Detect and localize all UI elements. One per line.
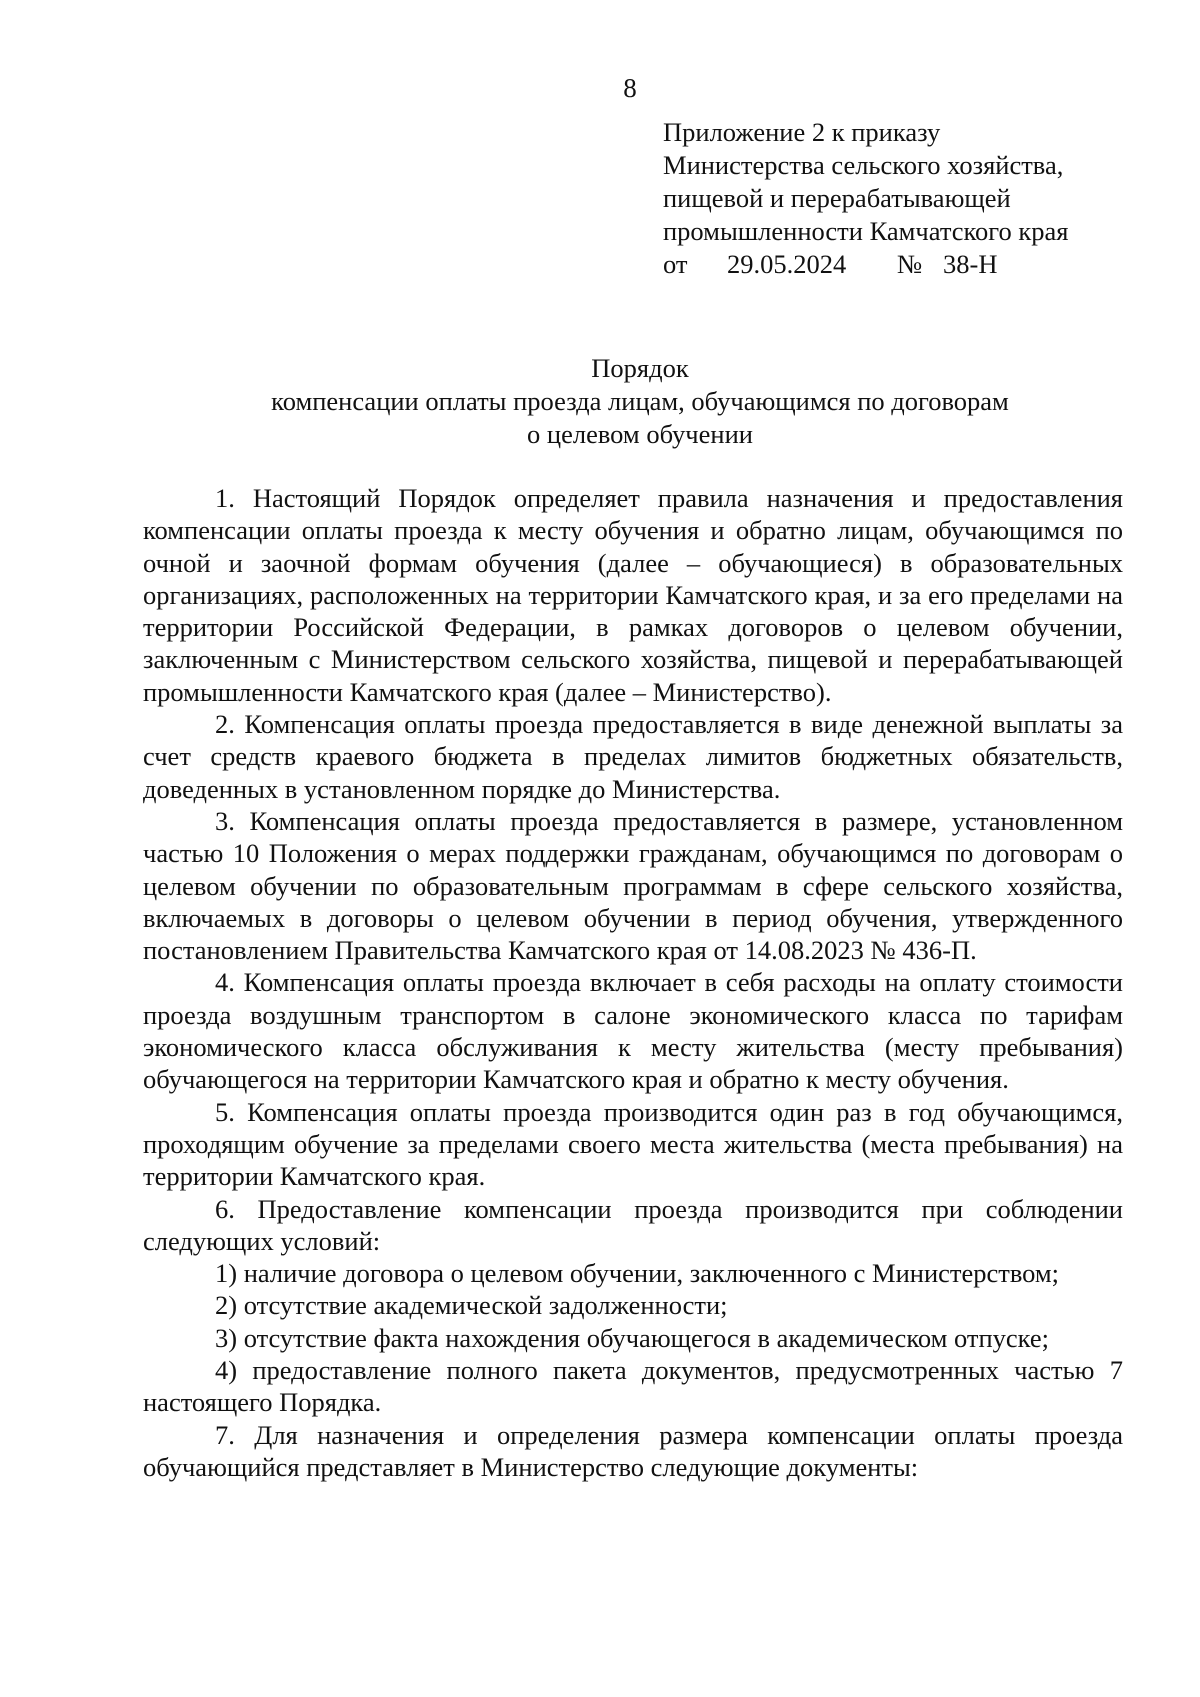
order-date-number: [663, 248, 1183, 281]
appendix-line: Министерства сельского хозяйства,: [663, 150, 1064, 180]
title-line: Порядок: [591, 353, 689, 383]
order-number: 38-Н: [943, 249, 998, 279]
document-title: [140, 352, 1140, 451]
paragraph: 7. Для назначения и определения размера компенсации оплаты проезда обучающийся представляет в Министерство следующие документы:: [143, 1419, 1123, 1482]
paragraph: 6. Предоставление компенсации проезда производится при соблюдении следующих условий:: [143, 1193, 1123, 1256]
page-number: 8: [623, 73, 637, 103]
list-item: 2) отсутствие академической задолженности;: [215, 1290, 728, 1321]
paragraph: 3. Компенсация оплаты проезда предоставляется в размере, установленном частью 10 Положения о мерах поддержки гражданам, обучающимся по договорам о целевом обучении по образовательным программам в сфере сельского хозяйства, включаемых в договоры о целевом обучении в период обучения, утвержденного постановлением Правительства Камчатского края от 14.08.2023 № 436-П.: [143, 805, 1123, 966]
paragraph: 2. Компенсация оплаты проезда предоставляется в виде денежной выплаты за счет средств краевого бюджета в пределах лимитов бюджетных обязательств, доведенных в установленном порядке до Министерства.: [143, 709, 1123, 804]
appendix-line: Приложение 2 к приказу: [663, 117, 941, 147]
order-date: 29.05.2024: [727, 249, 847, 279]
appendix-header: [663, 116, 1183, 281]
title-line: о целевом обучении: [527, 419, 753, 449]
paragraph: 1. Настоящий Порядок определяет правила назначения и предоставления компенсации оплаты проезда к месту обучения и обратно лицам, обучающимся по очной и заочной формам обучения (далее – обучающиеся) в образовательных организациях, расположенных на территории Камчатского края, и за его пределами на территории Российской Федерации, в рамках договоров о целевом обучении, заключенным с Министерством сельского хозяйства, пищевой и перерабатывающей промышленности Камчатского края (далее – Министерство).: [143, 483, 1123, 707]
document-body: [143, 482, 1123, 1483]
paragraph: 4. Компенсация оплаты проезда включает в себя расходы на оплату стоимости проезда воздушным транспортом в салоне экономического класса по тарифам экономического класса обслуживания к месту жительства (месту пребывания) обучающегося на территории Камчатского края и обратно к месту обучения.: [143, 967, 1123, 1095]
order-prefix: от: [663, 249, 688, 279]
title-line: компенсации оплаты проезда лицам, обучающимся по договорам: [271, 386, 1009, 416]
appendix-line: пищевой и перерабатывающей: [663, 183, 1011, 213]
paragraph: 5. Компенсация оплаты проезда производится один раз в год обучающимся, проходящим обучение за пределами своего места жительства (места пребывания) на территории Камчатского края.: [143, 1096, 1123, 1192]
list-item: 1) наличие договора о целевом обучении, заключенного с Министерством;: [215, 1258, 1060, 1289]
list-item: 4) предоставление полного пакета документов, предусмотренных частью 7 настоящего Порядка.: [143, 1355, 1123, 1418]
list-item: 3) отсутствие факта нахождения обучающегося в академическом отпуске;: [215, 1322, 1049, 1353]
order-number-sign: №: [897, 249, 923, 279]
appendix-line: промышленности Камчатского края: [663, 216, 1069, 246]
